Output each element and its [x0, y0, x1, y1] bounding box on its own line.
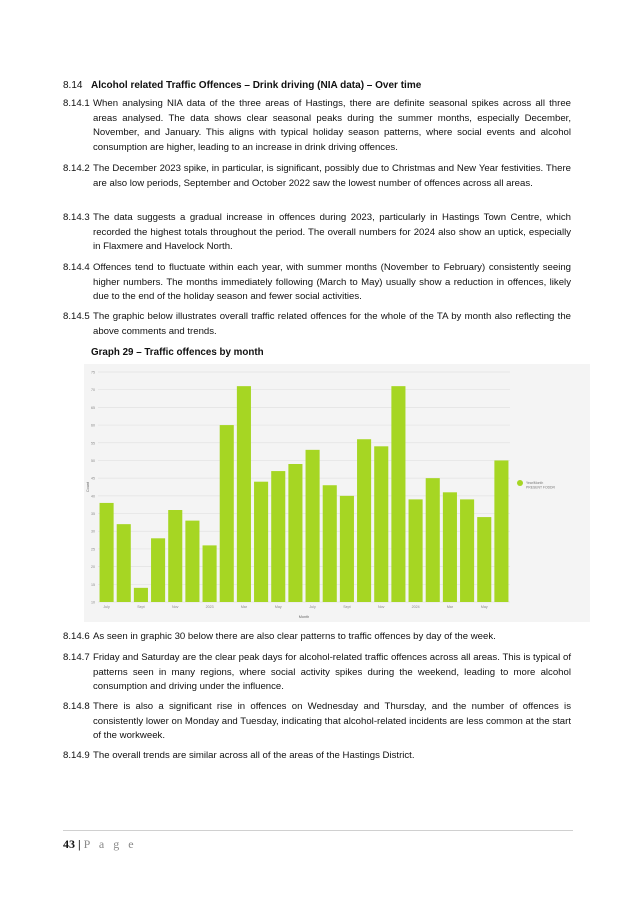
y-axis-label: Count — [86, 481, 90, 493]
paragraph-8-14-2 — [63, 162, 571, 191]
bar — [237, 386, 251, 602]
bar — [477, 517, 491, 602]
x-tick-label: Mar — [240, 605, 248, 609]
graph-caption: Graph 29 – Traffic offences by month — [91, 347, 264, 358]
y-tick-label: 65 — [91, 405, 95, 410]
y-tick-label: 70 — [91, 388, 95, 393]
bar — [168, 510, 182, 602]
bar — [254, 482, 268, 602]
paragraph-number: 8.14.9 — [63, 750, 90, 761]
footer-separator: | — [78, 837, 81, 851]
paragraph-number: 8.14.3 — [63, 212, 90, 223]
page-label: P a g e — [83, 837, 137, 851]
bar — [185, 521, 199, 602]
paragraph-number: 8.14.4 — [63, 262, 90, 273]
y-tick-label: 40 — [91, 494, 95, 499]
bar — [409, 499, 423, 602]
paragraph-text: The December 2023 spike, in particular, is significant, possibly due to Christmas and New Year festivities. There are also low periods, September and October 2022 saw the lowest number of offences across all areas. — [93, 163, 571, 189]
section-title: Alcohol related Traffic Offences – Drink driving (NIA data) – Over time — [91, 80, 422, 91]
y-tick-label: 45 — [91, 476, 95, 481]
legend-swatch — [517, 480, 523, 486]
bar — [494, 460, 508, 602]
x-tick-label: Sept — [343, 605, 351, 609]
x-tick-label: Nov — [172, 605, 179, 609]
y-tick-label: 20 — [91, 565, 95, 570]
paragraph-number: 8.14.2 — [63, 163, 90, 174]
paragraph-number: 8.14.7 — [63, 652, 90, 663]
page-footer — [63, 837, 137, 852]
bar — [220, 425, 234, 602]
legend-label: Year/Month — [526, 481, 544, 485]
page-number: 43 — [63, 837, 75, 851]
y-tick-label: 55 — [91, 441, 95, 446]
y-tick-label: 15 — [91, 582, 95, 587]
paragraph-text: Friday and Saturday are the clear peak days for alcohol-related traffic offences across all areas. This is typical of patterns seen in many regions, where social activity spikes during the weekend, leading to more alcohol consumption and driving under the influence. — [93, 652, 571, 693]
bar — [134, 588, 148, 602]
y-tick-label: 60 — [91, 423, 95, 428]
y-tick-label: 25 — [91, 547, 95, 552]
x-tick-label: 2024 — [411, 605, 420, 609]
paragraph-text: There is also a significant rise in offences on Wednesday and Thursday, and the number of offences is consistently lower on Monday and Tuesday, indicating that alcohol-related incidents are less common at the start of the workweek. — [93, 701, 571, 742]
section-number: 8.14 — [63, 80, 83, 91]
bar — [460, 499, 474, 602]
section-heading — [63, 80, 421, 92]
bar — [306, 450, 320, 602]
bar — [288, 464, 302, 602]
paragraph-text: The data suggests a gradual increase in offences during 2023, particularly in Hastings Town Centre, which recorded the highest totals throughout the period. The overall numbers for 2024 also show an uptick, especially in Flaxmere and Havelock North. — [93, 212, 571, 253]
paragraph-text: The graphic below illustrates overall traffic related offences for the whole of the TA by month also reflecting the above comments and trends. — [93, 311, 571, 337]
bar — [374, 446, 388, 602]
paragraph-8-14-1 — [63, 97, 571, 155]
y-tick-label: 30 — [91, 529, 95, 534]
paragraph-8-14-5 — [63, 310, 571, 339]
y-tick-label: 10 — [91, 600, 95, 605]
legend-label: PRESENT FODDR — [526, 485, 555, 490]
bar — [100, 503, 114, 602]
bar — [357, 439, 371, 602]
x-tick-label: Mar — [446, 605, 454, 609]
footer-divider — [63, 830, 573, 831]
x-tick-label: Nov — [378, 605, 385, 609]
paragraph-8-14-9 — [63, 749, 571, 764]
bar — [391, 386, 405, 602]
bar — [151, 538, 165, 602]
paragraph-number: 8.14.8 — [63, 701, 90, 712]
y-tick-label: 50 — [91, 458, 95, 463]
chart-svg — [84, 364, 590, 622]
paragraph-8-14-4 — [63, 261, 571, 305]
paragraph-number: 8.14.5 — [63, 311, 90, 322]
paragraph-number: 8.14.6 — [63, 631, 90, 642]
paragraph-8-14-8 — [63, 700, 571, 744]
x-tick-label: 2023 — [205, 605, 214, 609]
paragraph-text: When analysing NIA data of the three areas of Hastings, there are definite seasonal spikes across all three areas analysed. The data shows clear seasonal peaks during the summer months, especially December, November, and January. This aligns with typical holiday season patterns, where social events and alcohol consumption are higher, leading to an increase in drink driving offences. — [93, 98, 571, 153]
bar — [323, 485, 337, 602]
x-tick-label: July — [309, 605, 316, 609]
x-tick-label: May — [274, 605, 282, 609]
traffic-offences-chart — [84, 364, 590, 622]
y-tick-label: 35 — [91, 512, 95, 517]
bar — [426, 478, 440, 602]
paragraph-text: The overall trends are similar across all of the areas of the Hastings District. — [93, 750, 415, 761]
paragraph-8-14-6 — [63, 630, 571, 645]
bar — [117, 524, 131, 602]
bar — [340, 496, 354, 602]
x-tick-label: May — [480, 605, 488, 609]
x-tick-label: July — [103, 605, 110, 609]
paragraph-8-14-3 — [63, 211, 571, 255]
y-tick-label: 75 — [91, 370, 95, 375]
bar — [203, 545, 217, 602]
paragraph-number: 8.14.1 — [63, 98, 90, 109]
x-tick-label: Sept — [137, 605, 145, 609]
paragraph-text: Offences tend to fluctuate within each year, with summer months (November to February) consistently seeing higher numbers. The months immediately following (March to May) usually show a reduction in offences, likely due to the end of the holiday season and fewer social activities. — [93, 262, 571, 303]
bar — [271, 471, 285, 602]
x-axis-label: Month — [298, 615, 310, 619]
paragraph-8-14-7 — [63, 651, 571, 695]
bar — [443, 492, 457, 602]
paragraph-text: As seen in graphic 30 below there are also clear patterns to traffic offences by day of the week. — [93, 631, 496, 642]
